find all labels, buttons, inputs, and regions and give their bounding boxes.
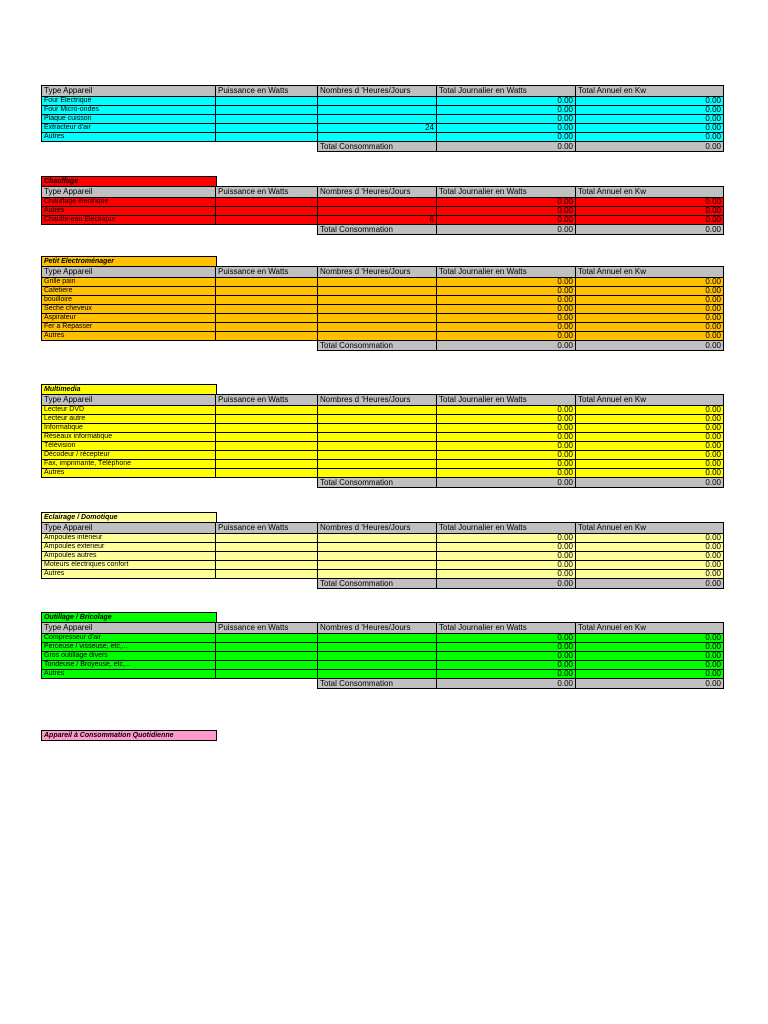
watts-cell[interactable] (216, 415, 318, 424)
table-row (42, 332, 724, 341)
appliance-name-cell[interactable]: Extracteur d'air (42, 124, 216, 133)
hours-cell[interactable] (318, 323, 437, 332)
annual-total-cell[interactable]: 0.00 (576, 543, 724, 552)
watts-cell[interactable] (216, 305, 318, 314)
annual-total-cell[interactable]: 0.00 (576, 406, 724, 415)
hours-cell[interactable] (318, 106, 437, 115)
total-label: Total Consommation (318, 478, 437, 488)
column-header: Total Annuel en Kw (576, 267, 724, 278)
total-row (42, 225, 724, 235)
hours-cell[interactable] (318, 451, 437, 460)
annual-total-cell[interactable]: 0.00 (576, 198, 724, 207)
column-header: Type Appareil (42, 395, 216, 406)
hours-cell[interactable] (318, 652, 437, 661)
table-row (42, 415, 724, 424)
table-row (42, 314, 724, 323)
watts-cell[interactable] (216, 570, 318, 579)
watts-cell[interactable] (216, 124, 318, 133)
annual-total-cell[interactable]: 0.00 (576, 323, 724, 332)
annual-total-cell[interactable]: 0.00 (576, 534, 724, 543)
annual-total-cell[interactable]: 0.00 (576, 451, 724, 460)
appliance-name-cell[interactable]: Lecteur DVD (42, 406, 216, 415)
annual-total-cell[interactable]: 0.00 (576, 106, 724, 115)
appliance-name-cell[interactable]: Autres (42, 332, 216, 341)
section-title: Eclairage / Domotique (41, 512, 217, 522)
column-header: Type Appareil (42, 187, 216, 198)
total-label: Total Consommation (318, 142, 437, 152)
empty-cell (42, 478, 216, 488)
section-title: Appareil à Consommation Quotidienne (41, 730, 217, 741)
annual-total-cell[interactable]: 0.00 (576, 424, 724, 433)
column-header: Nombres d 'Heures/Jours (318, 267, 437, 278)
daily-total-cell[interactable]: 0.00 (437, 216, 576, 225)
annual-total-cell[interactable]: 0.00 (576, 332, 724, 341)
column-header: Type Appareil (42, 86, 216, 97)
total-daily-cell[interactable]: 0.00 (437, 679, 576, 689)
watts-cell[interactable] (216, 460, 318, 469)
daily-total-cell[interactable]: 0.00 (437, 433, 576, 442)
hours-cell[interactable] (318, 207, 437, 216)
total-label: Total Consommation (318, 225, 437, 235)
empty-cell (42, 341, 216, 351)
watts-cell[interactable] (216, 670, 318, 679)
table-row (42, 552, 724, 561)
appliance-name-cell[interactable]: Autres (42, 207, 216, 216)
column-header: Total Journalier en Watts (437, 267, 576, 278)
daily-total-cell[interactable]: 0.00 (437, 460, 576, 469)
daily-total-cell[interactable]: 0.00 (437, 442, 576, 451)
annual-total-cell[interactable]: 0.00 (576, 296, 724, 305)
hours-cell[interactable] (318, 460, 437, 469)
column-header: Total Annuel en Kw (576, 523, 724, 534)
column-header: Puissance en Watts (216, 187, 318, 198)
header-row (42, 86, 724, 97)
column-header: Total Annuel en Kw (576, 623, 724, 634)
column-header: Puissance en Watts (216, 623, 318, 634)
hours-cell[interactable]: 6 (318, 216, 437, 225)
header-row (42, 523, 724, 534)
annual-total-cell[interactable]: 0.00 (576, 305, 724, 314)
section-title: Petit Electroménager (41, 256, 217, 266)
column-header: Total Journalier en Watts (437, 395, 576, 406)
section-table (41, 612, 724, 689)
hours-cell[interactable] (318, 561, 437, 570)
table-row (42, 207, 724, 216)
daily-total-cell[interactable]: 0.00 (437, 296, 576, 305)
table-row (42, 278, 724, 287)
section-title: Outillage / Bricolage (41, 612, 217, 622)
daily-total-cell[interactable]: 0.00 (437, 406, 576, 415)
hours-cell[interactable] (318, 442, 437, 451)
section-table (41, 176, 724, 235)
hours-cell[interactable] (318, 332, 437, 341)
watts-cell[interactable] (216, 661, 318, 670)
annual-total-cell[interactable]: 0.00 (576, 115, 724, 124)
section-table (41, 384, 724, 488)
daily-total-cell[interactable]: 0.00 (437, 323, 576, 332)
table-row (42, 133, 724, 142)
appliance-name-cell[interactable]: Réseaux informatique (42, 433, 216, 442)
appliance-name-cell[interactable]: Télévision (42, 442, 216, 451)
hours-cell[interactable] (318, 415, 437, 424)
appliance-name-cell[interactable]: Lecteur autre (42, 415, 216, 424)
column-header: Nombres d 'Heures/Jours (318, 523, 437, 534)
empty-cell (216, 579, 318, 589)
total-row (42, 142, 724, 152)
consumption-table (41, 522, 724, 589)
watts-cell[interactable] (216, 287, 318, 296)
column-header: Puissance en Watts (216, 86, 318, 97)
total-daily-cell[interactable]: 0.00 (437, 478, 576, 488)
table-row (42, 216, 724, 225)
table-row (42, 323, 724, 332)
table-row (42, 442, 724, 451)
daily-total-cell[interactable]: 0.00 (437, 570, 576, 579)
table-row (42, 534, 724, 543)
annual-total-cell[interactable]: 0.00 (576, 661, 724, 670)
appliance-name-cell[interactable]: Ampoules autres (42, 552, 216, 561)
table-row (42, 115, 724, 124)
total-daily-cell[interactable]: 0.00 (437, 142, 576, 152)
table-row (42, 469, 724, 478)
total-label: Total Consommation (318, 341, 437, 351)
daily-total-cell[interactable]: 0.00 (437, 561, 576, 570)
appliance-name-cell[interactable]: Perceuse / visseuse, etc,... (42, 643, 216, 652)
annual-total-cell[interactable]: 0.00 (576, 97, 724, 106)
total-annual-cell[interactable]: 0.00 (576, 679, 724, 689)
daily-total-cell[interactable]: 0.00 (437, 314, 576, 323)
hours-cell[interactable] (318, 634, 437, 643)
annual-total-cell[interactable]: 0.00 (576, 433, 724, 442)
watts-cell[interactable] (216, 332, 318, 341)
table-row (42, 570, 724, 579)
appliance-name-cell[interactable]: Four Electrique (42, 97, 216, 106)
hours-cell[interactable] (318, 661, 437, 670)
daily-total-cell[interactable]: 0.00 (437, 115, 576, 124)
column-header: Puissance en Watts (216, 523, 318, 534)
footer-section (41, 730, 217, 741)
section-title: Multimedia (41, 384, 217, 394)
total-annual-cell[interactable]: 0.00 (576, 579, 724, 589)
hours-cell[interactable] (318, 296, 437, 305)
table-row (42, 661, 724, 670)
table-row (42, 106, 724, 115)
appliance-name-cell[interactable]: bouilloire (42, 296, 216, 305)
appliance-name-cell[interactable]: Compresseur d'air (42, 634, 216, 643)
annual-total-cell[interactable]: 0.00 (576, 415, 724, 424)
annual-total-cell[interactable]: 0.00 (576, 133, 724, 142)
watts-cell[interactable] (216, 296, 318, 305)
daily-total-cell[interactable]: 0.00 (437, 278, 576, 287)
annual-total-cell[interactable]: 0.00 (576, 652, 724, 661)
daily-total-cell[interactable]: 0.00 (437, 534, 576, 543)
hours-cell[interactable] (318, 469, 437, 478)
annual-total-cell[interactable]: 0.00 (576, 216, 724, 225)
watts-cell[interactable] (216, 652, 318, 661)
appliance-name-cell[interactable]: Chauffage électrique (42, 198, 216, 207)
daily-total-cell[interactable]: 0.00 (437, 207, 576, 216)
appliance-name-cell[interactable]: Fer a Repasser (42, 323, 216, 332)
appliance-name-cell[interactable]: Moteurs électriques confort (42, 561, 216, 570)
watts-cell[interactable] (216, 451, 318, 460)
hours-cell[interactable] (318, 278, 437, 287)
hours-cell[interactable] (318, 406, 437, 415)
watts-cell[interactable] (216, 552, 318, 561)
consumption-table (41, 266, 724, 351)
watts-cell[interactable] (216, 133, 318, 142)
table-row (42, 460, 724, 469)
hours-cell[interactable] (318, 643, 437, 652)
daily-total-cell[interactable]: 0.00 (437, 552, 576, 561)
hours-cell[interactable] (318, 534, 437, 543)
section-table (41, 256, 724, 351)
watts-cell[interactable] (216, 433, 318, 442)
appliance-name-cell[interactable]: Ampoules intérieur (42, 534, 216, 543)
appliance-name-cell[interactable]: Gros outillage divers (42, 652, 216, 661)
daily-total-cell[interactable]: 0.00 (437, 133, 576, 142)
total-annual-cell[interactable]: 0.00 (576, 478, 724, 488)
column-header: Total Annuel en Kw (576, 395, 724, 406)
consumption-table (41, 622, 724, 689)
header-row (42, 187, 724, 198)
column-header: Total Journalier en Watts (437, 86, 576, 97)
daily-total-cell[interactable]: 0.00 (437, 634, 576, 643)
appliance-name-cell[interactable]: Autres (42, 469, 216, 478)
daily-total-cell[interactable]: 0.00 (437, 124, 576, 133)
table-row (42, 451, 724, 460)
appliance-name-cell[interactable]: Tondeuse / Broyeuse, etc,... (42, 661, 216, 670)
consumption-table (41, 85, 724, 152)
hours-cell[interactable] (318, 198, 437, 207)
annual-total-cell[interactable]: 0.00 (576, 207, 724, 216)
total-annual-cell[interactable]: 0.00 (576, 341, 724, 351)
column-header: Nombres d 'Heures/Jours (318, 187, 437, 198)
column-header: Total Annuel en Kw (576, 86, 724, 97)
annual-total-cell[interactable]: 0.00 (576, 552, 724, 561)
hours-cell[interactable] (318, 552, 437, 561)
total-daily-cell[interactable]: 0.00 (437, 341, 576, 351)
empty-cell (216, 679, 318, 689)
column-header: Nombres d 'Heures/Jours (318, 623, 437, 634)
total-label: Total Consommation (318, 679, 437, 689)
empty-cell (42, 225, 216, 235)
hours-cell[interactable] (318, 314, 437, 323)
table-row (42, 287, 724, 296)
total-daily-cell[interactable]: 0.00 (437, 579, 576, 589)
annual-total-cell[interactable]: 0.00 (576, 561, 724, 570)
watts-cell[interactable] (216, 323, 318, 332)
appliance-name-cell[interactable]: Ampoules exterieur (42, 543, 216, 552)
appliance-name-cell[interactable]: Cafetiere (42, 287, 216, 296)
consumption-table (41, 186, 724, 235)
table-row (42, 561, 724, 570)
column-header: Total Journalier en Watts (437, 623, 576, 634)
empty-cell (42, 679, 216, 689)
header-row (42, 267, 724, 278)
header-row (42, 395, 724, 406)
empty-cell (216, 142, 318, 152)
table-row (42, 198, 724, 207)
watts-cell[interactable] (216, 278, 318, 287)
total-annual-cell[interactable]: 0.00 (576, 225, 724, 235)
table-row (42, 97, 724, 106)
column-header: Nombres d 'Heures/Jours (318, 86, 437, 97)
annual-total-cell[interactable]: 0.00 (576, 469, 724, 478)
column-header: Type Appareil (42, 623, 216, 634)
hours-cell[interactable] (318, 133, 437, 142)
watts-cell[interactable] (216, 424, 318, 433)
total-annual-cell[interactable]: 0.00 (576, 142, 724, 152)
table-row (42, 296, 724, 305)
hours-cell[interactable] (318, 305, 437, 314)
watts-cell[interactable] (216, 198, 318, 207)
hours-cell[interactable] (318, 115, 437, 124)
total-row (42, 679, 724, 689)
watts-cell[interactable] (216, 406, 318, 415)
daily-total-cell[interactable]: 0.00 (437, 670, 576, 679)
appliance-name-cell[interactable]: Autres (42, 570, 216, 579)
appliance-name-cell[interactable]: Autres (42, 670, 216, 679)
column-header: Total Annuel en Kw (576, 187, 724, 198)
hours-cell[interactable] (318, 97, 437, 106)
column-header: Puissance en Watts (216, 267, 318, 278)
total-daily-cell[interactable]: 0.00 (437, 225, 576, 235)
hours-cell[interactable] (318, 570, 437, 579)
daily-total-cell[interactable]: 0.00 (437, 305, 576, 314)
annual-total-cell[interactable]: 0.00 (576, 278, 724, 287)
appliance-name-cell[interactable]: Fax, imprimante, Téléphone (42, 460, 216, 469)
watts-cell[interactable] (216, 469, 318, 478)
total-row (42, 478, 724, 488)
empty-cell (42, 142, 216, 152)
appliance-name-cell[interactable]: Autres (42, 133, 216, 142)
column-header: Total Journalier en Watts (437, 523, 576, 534)
table-row (42, 305, 724, 314)
hours-cell[interactable] (318, 287, 437, 296)
appliance-name-cell[interactable]: Plaque cuisson (42, 115, 216, 124)
table-row (42, 652, 724, 661)
annual-total-cell[interactable]: 0.00 (576, 634, 724, 643)
annual-total-cell[interactable]: 0.00 (576, 442, 724, 451)
daily-total-cell[interactable]: 0.00 (437, 415, 576, 424)
hours-cell[interactable]: 24 (318, 124, 437, 133)
total-row (42, 341, 724, 351)
table-row (42, 424, 724, 433)
watts-cell[interactable] (216, 115, 318, 124)
annual-total-cell[interactable]: 0.00 (576, 314, 724, 323)
column-header: Type Appareil (42, 267, 216, 278)
watts-cell[interactable] (216, 314, 318, 323)
appliance-name-cell[interactable]: Décodeur / récepteur (42, 451, 216, 460)
column-header: Type Appareil (42, 523, 216, 534)
appliance-name-cell[interactable]: Grille pain (42, 278, 216, 287)
watts-cell[interactable] (216, 643, 318, 652)
appliance-name-cell[interactable]: Chauffe-eau Electrique (42, 216, 216, 225)
section-table (41, 85, 724, 152)
watts-cell[interactable] (216, 561, 318, 570)
daily-total-cell[interactable]: 0.00 (437, 287, 576, 296)
watts-cell[interactable] (216, 442, 318, 451)
annual-total-cell[interactable]: 0.00 (576, 460, 724, 469)
empty-cell (216, 341, 318, 351)
daily-total-cell[interactable]: 0.00 (437, 332, 576, 341)
appliance-name-cell[interactable]: Four Micro-ondes (42, 106, 216, 115)
table-row (42, 670, 724, 679)
header-row (42, 623, 724, 634)
watts-cell[interactable] (216, 207, 318, 216)
table-row (42, 643, 724, 652)
total-row (42, 579, 724, 589)
watts-cell[interactable] (216, 97, 318, 106)
daily-total-cell[interactable]: 0.00 (437, 97, 576, 106)
watts-cell[interactable] (216, 534, 318, 543)
section-table (41, 512, 724, 589)
table-row (42, 543, 724, 552)
consumption-table (41, 394, 724, 488)
watts-cell[interactable] (216, 634, 318, 643)
annual-total-cell[interactable]: 0.00 (576, 570, 724, 579)
appliance-name-cell[interactable]: Informatique (42, 424, 216, 433)
daily-total-cell[interactable]: 0.00 (437, 451, 576, 460)
daily-total-cell[interactable]: 0.00 (437, 198, 576, 207)
empty-cell (216, 225, 318, 235)
annual-total-cell[interactable]: 0.00 (576, 124, 724, 133)
appliance-name-cell[interactable]: Seche cheveux (42, 305, 216, 314)
column-header: Nombres d 'Heures/Jours (318, 395, 437, 406)
hours-cell[interactable] (318, 433, 437, 442)
daily-total-cell[interactable]: 0.00 (437, 424, 576, 433)
annual-total-cell[interactable]: 0.00 (576, 670, 724, 679)
appliance-name-cell[interactable]: Aspirateur (42, 314, 216, 323)
annual-total-cell[interactable]: 0.00 (576, 287, 724, 296)
empty-cell (42, 579, 216, 589)
daily-total-cell[interactable]: 0.00 (437, 469, 576, 478)
annual-total-cell[interactable]: 0.00 (576, 643, 724, 652)
total-label: Total Consommation (318, 579, 437, 589)
hours-cell[interactable] (318, 424, 437, 433)
empty-cell (216, 478, 318, 488)
watts-cell[interactable] (216, 543, 318, 552)
column-header: Total Journalier en Watts (437, 187, 576, 198)
daily-total-cell[interactable]: 0.00 (437, 643, 576, 652)
daily-total-cell[interactable]: 0.00 (437, 543, 576, 552)
table-row (42, 634, 724, 643)
column-header: Puissance en Watts (216, 395, 318, 406)
section-title: Chauffage (41, 176, 217, 186)
daily-total-cell[interactable]: 0.00 (437, 652, 576, 661)
table-row (42, 433, 724, 442)
daily-total-cell[interactable]: 0.00 (437, 106, 576, 115)
daily-total-cell[interactable]: 0.00 (437, 661, 576, 670)
table-row (42, 406, 724, 415)
table-row (42, 124, 724, 133)
hours-cell[interactable] (318, 543, 437, 552)
watts-cell[interactable] (216, 216, 318, 225)
watts-cell[interactable] (216, 106, 318, 115)
hours-cell[interactable] (318, 670, 437, 679)
